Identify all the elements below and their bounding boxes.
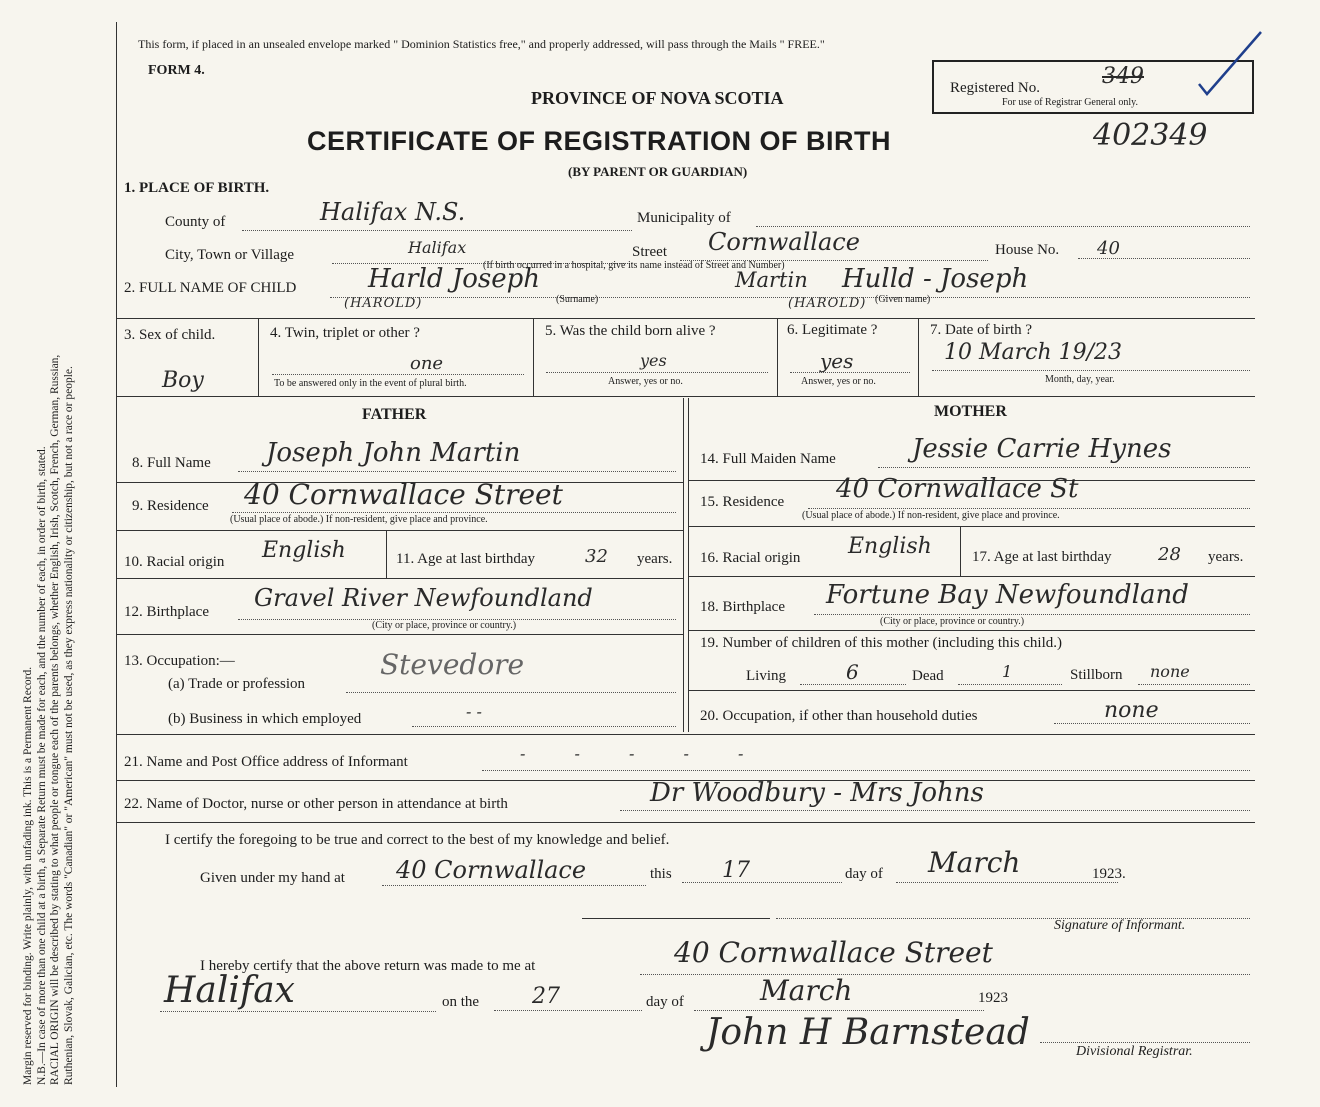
alive-label: 5. Was the child born alive ? [545, 323, 716, 339]
informant-value: - - - - - [520, 744, 766, 763]
informant-signature-label: Signature of Informant. [1054, 918, 1186, 933]
mother-residence-note: (Usual place of abode.) If non-resident, give place and province. [802, 510, 1060, 521]
trade-label: (a) Trade or profession [168, 676, 306, 692]
mother-years: years. [1208, 549, 1244, 565]
mother-residence-label: 15. Residence [700, 494, 785, 510]
father-age-value: 32 [585, 546, 608, 567]
registrar-year: 1923 [978, 990, 1008, 1006]
mother-age-label: 17. Age at last birthday [972, 549, 1112, 565]
given-place-value: 40 Cornwallace [396, 856, 587, 884]
mail-notice: This form, if placed in an unsealed envelope marked " Dominion Statistics free," and properly addressed, will pass through the Mails " FREE." [138, 37, 825, 51]
divisional-registrar-label: Divisional Registrar. [1076, 1044, 1193, 1059]
certificate-title: CERTIFICATE OF REGISTRATION OF BIRTH [307, 126, 891, 156]
father-heading: FATHER [362, 406, 427, 423]
registrar-day-label: day of [646, 994, 684, 1010]
mother-name-value: Jessie Carrie Hynes [912, 434, 1172, 464]
father-racial-label: 10. Racial origin [124, 554, 225, 570]
province-heading: PROVINCE OF NOVA SCOTIA [531, 88, 784, 108]
certify-text: I certify the foregoing to be true and correct to the best of my knowledge and belief. [165, 832, 670, 848]
this-label: this [650, 866, 672, 882]
city-label: City, Town or Village [165, 247, 295, 263]
certify-month-value: March [928, 846, 1021, 879]
mother-racial-value: English [848, 534, 932, 559]
registrar-certify-text: I hereby certify that the above return was made to me at [200, 958, 536, 974]
dob-label: 7. Date of birth ? [930, 322, 1033, 338]
margin-note-4: Ruthenian, Slovak, Galician, etc. The words "Canadian" or "American" must not be used, as they express nationality or citizenship, but not a race or people. [62, 366, 75, 1085]
check-mark-icon [1195, 26, 1265, 103]
mother-age-value: 28 [1158, 544, 1181, 565]
house-value: 40 [1097, 238, 1120, 259]
doctor-label: 22. Name of Doctor, nurse or other person in attendance at birth [124, 796, 508, 812]
registrar-signature: John H Barnstead [706, 1012, 1030, 1053]
alive-value: yes [640, 351, 667, 370]
child-given-name: Harld Joseph [368, 264, 541, 294]
hospital-note: (If birth occurred in a hospital, give its name instead of Street and Number) [483, 260, 785, 271]
father-racial-value: English [262, 538, 346, 563]
city-value: Halifax [408, 238, 467, 257]
alive-note: Answer, yes or no. [608, 376, 683, 387]
registered-label: Registered No. [950, 80, 1040, 96]
doctor-value: Dr Woodbury - Mrs Johns [650, 778, 984, 808]
county-label: County of [165, 214, 226, 230]
certify-day-value: 17 [722, 858, 750, 883]
trade-value: Stevedore [380, 648, 525, 681]
stillborn-value: none [1150, 662, 1190, 681]
child-name-label: 2. FULL NAME OF CHILD [124, 280, 297, 296]
legitimate-note: Answer, yes or no. [801, 376, 876, 387]
form-number: FORM 4. [148, 63, 205, 78]
father-occupation-label: 13. Occupation:— [124, 653, 235, 669]
certify-year: 1923. [1092, 866, 1126, 882]
living-label: Living [746, 668, 786, 684]
registrar-note: For use of Registrar General only. [1002, 97, 1138, 108]
surname-note: (Surname) [556, 294, 599, 305]
mother-birthplace-value: Fortune Bay Newfoundland [826, 580, 1189, 610]
mother-birthplace-label: 18. Birthplace [700, 599, 785, 615]
father-residence-label: 9. Residence [132, 498, 209, 514]
margin-border [116, 22, 117, 1087]
father-years: years. [637, 551, 673, 567]
margin-notes [22, 25, 76, 1085]
stillborn-label: Stillborn [1070, 667, 1123, 683]
registrar-place-value: 40 Cornwallace Street [674, 936, 993, 969]
dob-note: Month, day, year. [1045, 374, 1115, 385]
child-given-name-2: Hulld - Joseph [842, 264, 1029, 294]
mother-heading: MOTHER [934, 403, 1007, 420]
dob-value: 10 March 19/23 [944, 340, 1123, 365]
given-name-note: (Given name) [875, 294, 931, 305]
county-value: Halifax N.S. [320, 198, 466, 226]
certificate-subtitle: (BY PARENT OR GUARDIAN) [568, 164, 748, 179]
dead-label: Dead [912, 668, 944, 684]
harold-annotation-2: (HAROLD) [788, 296, 867, 311]
twin-label: 4. Twin, triplet or other ? [270, 325, 420, 341]
house-label: House No. [995, 242, 1060, 258]
margin-note-1: Margin reserved for binding. Write plainly, with unfading ink. This is a Permanent Record. [22, 666, 34, 1085]
legitimate-label: 6. Legitimate ? [787, 322, 878, 338]
certificate-number: 402349 [1093, 118, 1208, 153]
father-age-label: 11. Age at last birthday [396, 551, 535, 567]
informant-label: 21. Name and Post Office address of Informant [124, 754, 408, 770]
on-the-label: on the [442, 994, 480, 1010]
business-value: - - [466, 702, 482, 721]
father-residence-note: (Usual place of abode.) If non-resident, give place and province. [230, 514, 488, 525]
business-label: (b) Business in which employed [168, 711, 362, 727]
mother-name-label: 14. Full Maiden Name [700, 451, 836, 467]
father-birthplace-value: Gravel River Newfoundland [254, 584, 593, 612]
mother-racial-label: 16. Racial origin [700, 550, 801, 566]
legitimate-value: yes [820, 349, 854, 373]
registrar-month-value: March [760, 974, 853, 1007]
living-value: 6 [846, 660, 859, 684]
father-birthplace-label: 12. Birthplace [124, 604, 209, 620]
street-label: Street [632, 244, 667, 260]
dead-value: 1 [1002, 662, 1013, 681]
margin-note-3: RACIAL ORIGIN will be described by stating to what people or tongue each of the parents belongs, whether English, Irish, Scotch, French, German, Russian, [49, 354, 61, 1085]
sex-value: Boy [162, 368, 204, 393]
mother-occupation-value: none [1104, 698, 1159, 723]
father-birthplace-note: (City or place, province or country.) [372, 620, 517, 631]
father-residence-value: 40 Cornwallace Street [244, 478, 563, 511]
twin-note: To be answered only in the event of plural birth. [274, 378, 467, 389]
mother-residence-value: 40 Cornwallace St [836, 474, 1079, 504]
place-of-birth-label: 1. PLACE OF BIRTH. [124, 180, 270, 196]
child-surname: Martin [735, 268, 808, 292]
registrar-city-value: Halifax [164, 970, 295, 1011]
children-count-label: 19. Number of children of this mother (including this child.) [700, 635, 1063, 651]
given-under-label: Given under my hand at [200, 870, 345, 886]
registrar-day-value: 27 [532, 984, 560, 1009]
harold-annotation-1: (HAROLD) [344, 296, 423, 311]
municipality-label: Municipality of [637, 210, 731, 226]
certify-day-label: day of [845, 866, 883, 882]
mother-birthplace-note: (City or place, province or country.) [880, 616, 1025, 627]
street-value: Cornwallace [708, 228, 860, 256]
mother-occupation-label: 20. Occupation, if other than household duties [700, 708, 978, 724]
father-name-label: 8. Full Name [132, 455, 211, 471]
sex-label: 3. Sex of child. [124, 327, 216, 343]
registered-value: 349 [1102, 64, 1144, 89]
margin-note-2: N.B.—In case of more than one child at a birth, a Separate Return must be made for each, and the number of each, in order of birth, stated. [35, 446, 48, 1085]
twin-value: one [410, 353, 444, 374]
father-name-value: Joseph John Martin [266, 438, 521, 468]
